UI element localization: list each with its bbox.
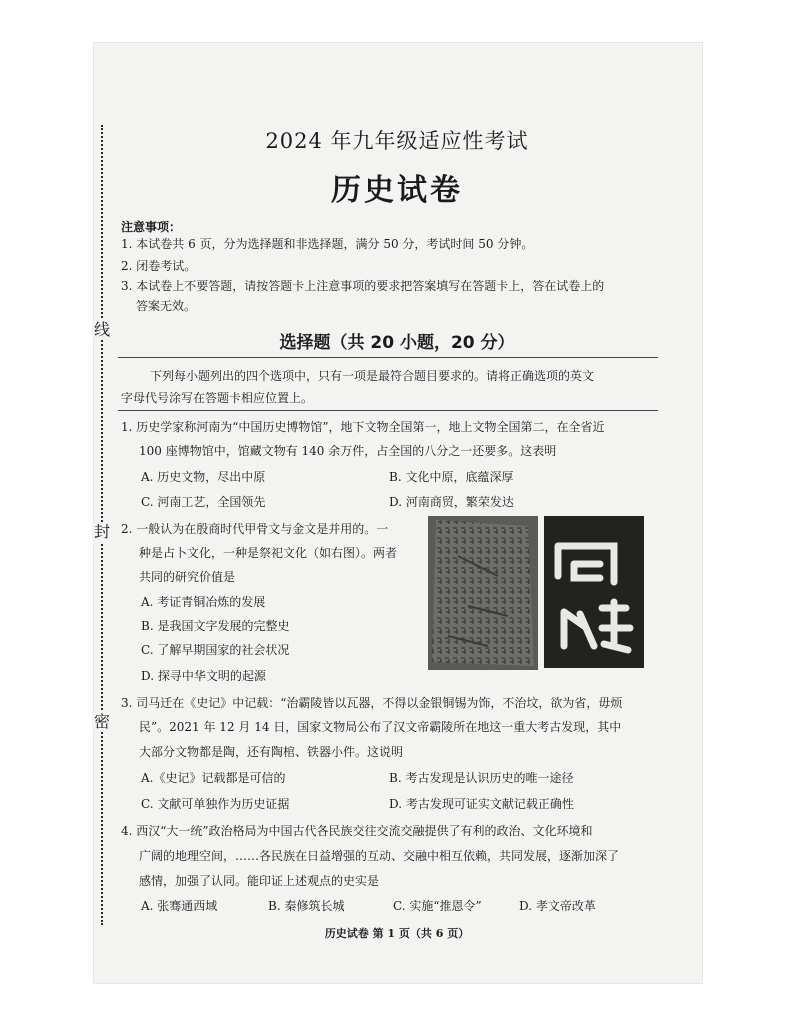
question-stem-line: 2. 一般认为在殷商时代甲骨文与金文是并用的。一	[121, 522, 389, 536]
option-c: C. 了解早期国家的社会状况	[141, 643, 290, 657]
instruction-top-rule	[118, 357, 658, 358]
notice-item-1: 1. 本试卷共 6 页，分为选择题和非选择题，满分 50 分，考试时间 50 分钟。	[121, 237, 534, 251]
option-a: A. 考证青铜冶炼的发展	[141, 595, 266, 609]
notice-item-3-cont: 答案无效。	[136, 299, 197, 313]
notice-heading: 注意事项：	[121, 220, 182, 234]
notice-item-3: 3. 本试卷上不要答题，请按答题卡上注意事项的要求把答案填写在答题卡上，答在试卷上的	[121, 279, 605, 293]
question-stem-line: 广阔的地理空间，……各民族在日益增强的互动、交融中相互依赖，共同发展，逐渐加深了	[139, 849, 620, 863]
oracle-bone-image	[428, 516, 538, 670]
option-b: B. 秦修筑长城	[268, 899, 345, 913]
instruction-line-1: 下列每小题列出的四个选项中，只有一项是最符合题目要求的。请将正确选项的英文	[150, 369, 595, 383]
page-footer: 历史试卷 第 1 页（共 6 页）	[324, 927, 470, 940]
question-stem-line: 种是占卜文化，一种是祭祀文化（如右图）。两者	[139, 546, 398, 560]
question-stem-line: 1. 历史学家称河南为“中国历史博物馆”，地下文物全国第一，地上文物全国第二，在全省近	[121, 420, 605, 434]
option-c: C. 实施“推恩令”	[393, 899, 482, 913]
binding-char-mi: 密	[93, 712, 110, 731]
question-stem-line: 大部分文物都是陶，还有陶棺、铁器小件。这说明	[139, 745, 404, 759]
option-c: C. 文献可单独作为历史证据	[141, 797, 290, 811]
question-stem-line: 3. 司马迁在《史记》中记载：“治霸陵皆以瓦器，不得以金银铜锡为饰，不治坟，欲为省，毋烦	[121, 696, 623, 710]
question-stem-line: 民”。2021 年 12 月 14 日，国家文物局公布了汉文帝霸陵所在地这一重大考古发现，其中	[139, 720, 622, 734]
option-a: A. 历史文物，尽出中原	[141, 470, 266, 484]
bronze-inscription-image	[544, 516, 644, 668]
exam-subtitle: 历史试卷	[331, 173, 463, 208]
option-b: B. 考古发现是认识历史的唯一途径	[389, 771, 574, 785]
question-stem-line: 100 座博物馆中，馆藏文物有 140 余万件，占全国的八分之一还要多。这表明	[139, 444, 557, 458]
exam-title: 2024 年九年级适应性考试	[265, 129, 529, 153]
binding-char-feng: 封	[93, 522, 110, 541]
option-b: B. 文化中原，底蕴深厚	[389, 470, 514, 484]
question-stem-line: 共同的研究价值是	[139, 570, 236, 584]
section-heading: 选择题（共 20 小题，20 分）	[279, 333, 515, 353]
notice-item-2: 2. 闭卷考试。	[121, 259, 197, 273]
instruction-line-2: 字母代号涂写在答题卡相应位置上。	[121, 391, 314, 405]
option-d: D. 探寻中华文明的起源	[141, 669, 266, 683]
question-stem-line: 4. 西汉“大一统”政治格局为中国古代各民族交往交流交融提供了有利的政治、文化环境和	[121, 824, 593, 838]
option-d: D. 考古发现可证实文献记载正确性	[389, 797, 574, 811]
option-d: D. 孝文帝改革	[519, 899, 596, 913]
option-a: A.《史记》记载都是可信的	[141, 771, 286, 785]
option-b: B. 是我国文字发展的完整史	[141, 619, 290, 633]
question-stem-line: 感情，加强了认同。能印证上述观点的史实是	[139, 874, 380, 888]
option-a: A. 张骞通西域	[141, 899, 218, 913]
option-c: C. 河南工艺，全国领先	[141, 495, 266, 509]
binding-char-xian: 线	[93, 320, 110, 339]
instruction-bottom-rule	[118, 410, 658, 411]
option-d: D. 河南商贸，繁荣发达	[389, 495, 514, 509]
